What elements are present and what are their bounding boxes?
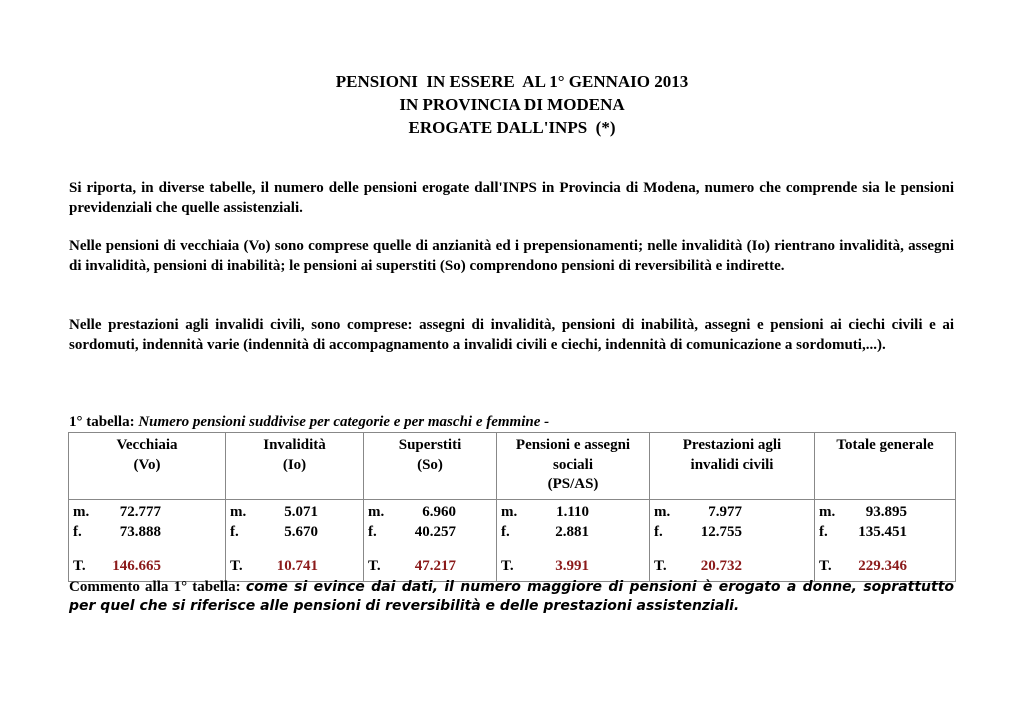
title-line-3: EROGATE DALL'INPS (*) (408, 118, 616, 137)
spacer (73, 542, 225, 557)
row-label: m. (501, 504, 518, 520)
value-row-t (501, 557, 649, 577)
row-label: m. (73, 504, 90, 520)
column-header (497, 433, 650, 500)
column-header-line: Pensioni e assegni (515, 437, 631, 453)
row-value: 135.451 (858, 523, 907, 540)
row-label: f. (368, 523, 377, 540)
column-header (226, 433, 364, 500)
value-row-t (368, 557, 496, 577)
row-label: f. (73, 523, 82, 540)
column-values-cell (650, 500, 815, 582)
value-row-m (368, 503, 496, 523)
column-header (364, 433, 497, 500)
value-row-m (501, 503, 649, 523)
row-label: m. (654, 504, 671, 520)
row-value: 5.071 (284, 504, 318, 520)
column-header-line: (Io) (282, 456, 307, 473)
title-line-1: PENSIONI IN ESSERE AL 1° GENNAIO 2013 (335, 72, 689, 91)
value-row-t (654, 557, 814, 577)
comment-text: come si evince dai dati, il numero maggiore di pensioni è erogato a donne, soprattutto per quel che si riferisce alle pensioni di reversibilità e delle prestazioni assistenziali. (69, 579, 955, 614)
column-header-line: (PS/AS) (547, 476, 599, 492)
row-label: T. (501, 558, 514, 574)
value-row-t (230, 557, 363, 577)
value-row-f (501, 523, 649, 543)
table-header-row (69, 433, 956, 500)
column-header-line: Prestazioni agli (682, 437, 782, 453)
row-value: 2.881 (555, 523, 589, 540)
column-header-line: (So) (417, 456, 443, 473)
table-data-row (69, 500, 956, 582)
row-value: 6.960 (422, 504, 456, 520)
row-label: m. (230, 504, 247, 520)
row-value: 229.346 (858, 558, 907, 574)
value-row-m (73, 503, 225, 523)
row-label: f. (230, 523, 239, 540)
row-label: m. (368, 504, 385, 520)
row-label: T. (73, 558, 86, 574)
comment-label: Commento alla 1° tabella: (69, 579, 241, 595)
row-value: 72.777 (119, 504, 161, 520)
spacer (230, 542, 363, 557)
value-row-f (819, 523, 955, 543)
table-caption-text: Numero pensioni suddivise per categorie e per maschi e femmine - (138, 414, 550, 430)
column-header (69, 433, 226, 500)
value-row-t (819, 557, 955, 577)
row-value: 47.217 (414, 558, 456, 574)
column-header-line: (Vo) (133, 456, 161, 473)
value-row-f (73, 523, 225, 543)
row-value: 1.110 (556, 504, 589, 520)
value-row-t (73, 557, 225, 577)
row-label: f. (819, 523, 828, 540)
row-label: T. (230, 558, 243, 574)
spacer (501, 542, 649, 557)
row-value: 93.895 (865, 504, 907, 520)
value-row-f (230, 523, 363, 543)
spacer (368, 542, 496, 557)
value-row-f (368, 523, 496, 543)
column-values-cell (497, 500, 650, 582)
row-value: 10.741 (276, 558, 318, 574)
column-header (815, 433, 956, 500)
column-header (650, 433, 815, 500)
row-value: 146.665 (112, 558, 161, 574)
document-title (0, 70, 1024, 139)
column-values-cell (69, 500, 226, 582)
row-label: f. (654, 523, 663, 540)
row-label: m. (819, 504, 836, 520)
table-caption (69, 413, 549, 432)
column-header-line: invalidi civili (690, 456, 774, 473)
row-value: 3.991 (555, 558, 589, 574)
categories-paragraph: Nelle pensioni di vecchiaia (Vo) sono comprese quelle di anzianità ed i prepensionamenti; nelle invalidità (Io) rientrano invalidità, assegni di invalidità, pensioni di inabilità; le pensioni ai superstiti (So) comprendono pensioni di reversibilità e indirette. (69, 238, 954, 274)
row-label: T. (819, 558, 832, 574)
value-row-m (230, 503, 363, 523)
column-header-line: Vecchiaia (116, 437, 178, 453)
intro-paragraph: Si riporta, in diverse tabelle, il numero delle pensioni erogate dall'INPS in Provincia di Modena, numero che comprende sia le pensioni previdenziali che quelle assistenziali. (69, 180, 954, 216)
row-value: 7.977 (708, 504, 742, 520)
table-comment (69, 578, 954, 616)
column-values-cell (226, 500, 364, 582)
column-header-line: sociali (553, 456, 593, 473)
value-row-f (654, 523, 814, 543)
row-label: T. (368, 558, 381, 574)
row-value: 40.257 (414, 523, 456, 540)
column-header-line: Invalidità (263, 437, 326, 453)
row-value: 12.755 (700, 523, 742, 540)
row-label: f. (501, 523, 510, 540)
row-value: 73.888 (119, 523, 161, 540)
row-value: 20.732 (700, 558, 742, 574)
spacer (819, 542, 955, 557)
table-caption-label: 1° tabella: (69, 414, 135, 430)
column-values-cell (815, 500, 956, 582)
value-row-m (819, 503, 955, 523)
pensions-table (68, 432, 956, 582)
title-line-2: IN PROVINCIA DI MODENA (399, 95, 625, 114)
spacer (654, 542, 814, 557)
column-header-line: Totale generale (836, 437, 934, 453)
civil-invalids-paragraph: Nelle prestazioni agli invalidi civili, sono comprese: assegni di invalidità, pensioni di inabilità, assegni e pensioni ai ciechi civili e ai sordomuti, indennità varie (indennità di accompagnamento a invalidi civili e ciechi, indennità di comunicazione a sordomuti,...). (69, 317, 954, 353)
row-value: 5.670 (284, 523, 318, 540)
column-header-line: Superstiti (398, 437, 462, 453)
row-label: T. (654, 558, 667, 574)
value-row-m (654, 503, 814, 523)
column-values-cell (364, 500, 497, 582)
